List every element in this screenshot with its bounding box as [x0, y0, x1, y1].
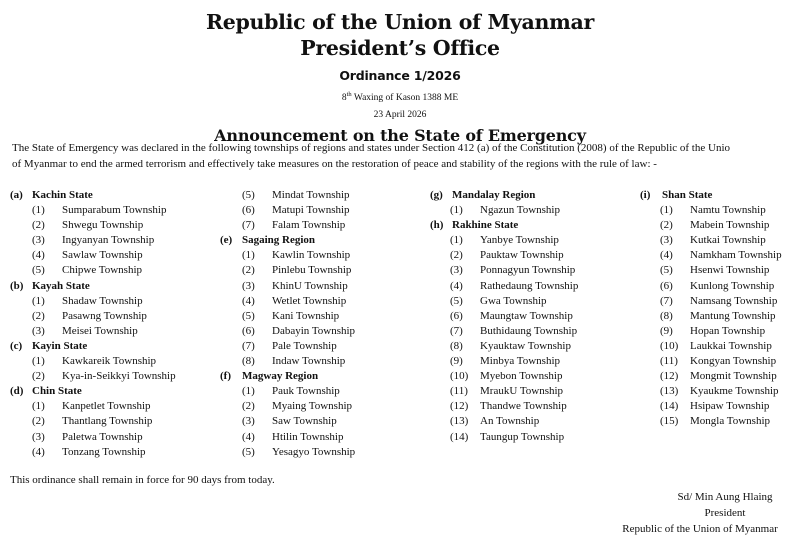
township-item [10, 263, 176, 278]
township-item [10, 218, 176, 233]
region-name: Kayin State [32, 339, 88, 352]
township-name: Mabein Township [690, 219, 770, 232]
township-number: (8) [450, 339, 463, 352]
township-item [220, 294, 355, 309]
township-name: Kongyan Township [690, 355, 777, 368]
region-heading [10, 279, 176, 294]
township-name: Myaing Township [272, 400, 353, 413]
township-name: Myebon Township [480, 370, 563, 383]
column-1 [10, 188, 176, 460]
township-item [10, 399, 176, 414]
region-letter: (i) [640, 189, 651, 201]
township-name: Pasawng Township [62, 309, 147, 322]
township-number: (6) [242, 204, 255, 217]
township-number: (10) [450, 370, 469, 383]
township-name: Buthidaung Township [480, 324, 578, 337]
township-name: MraukU Township [480, 385, 564, 398]
township-name: Thantlang Township [62, 415, 153, 428]
township-number: (7) [450, 324, 463, 337]
township-number: (1) [32, 400, 45, 413]
township-number: (1) [450, 234, 463, 247]
township-number: (1) [242, 385, 255, 398]
township-item [640, 324, 782, 339]
township-name: Kyauktaw Township [480, 339, 571, 352]
township-number: (7) [242, 339, 255, 352]
township-number: (6) [660, 279, 673, 292]
township-item [220, 248, 355, 263]
township-item [220, 384, 355, 399]
township-item [430, 399, 578, 414]
intro-paragraph [12, 140, 800, 172]
township-item [10, 414, 176, 429]
region-heading [10, 188, 176, 203]
township-name: Hsenwi Township [690, 264, 770, 277]
township-name: Minbya Township [480, 355, 561, 368]
township-number: (4) [660, 249, 673, 262]
date-ordinal: 8 [341, 93, 347, 104]
township-number: (13) [660, 385, 679, 398]
township-number: (3) [242, 415, 255, 428]
township-number: (4) [242, 430, 255, 443]
township-item [220, 354, 355, 369]
township-name: Ponnagyun Township [480, 264, 576, 277]
region-name: Magway Region [242, 370, 319, 383]
township-name: Namsang Township [690, 294, 778, 307]
township-name: Namkham Township [690, 249, 782, 262]
township-item [640, 384, 782, 399]
township-name: Mantung Township [690, 309, 776, 322]
township-number: (2) [242, 264, 255, 277]
township-name: Ngazun Township [480, 204, 560, 217]
township-number: (1) [660, 204, 673, 217]
region-letter: (g) [430, 189, 443, 201]
township-name: Tonzang Township [62, 445, 146, 458]
township-item [220, 218, 355, 233]
township-item [220, 203, 355, 218]
township-item [430, 309, 578, 324]
myanmar-date [0, 89, 800, 104]
township-number: (10) [660, 339, 679, 352]
township-name: Rathedaung Township [480, 279, 579, 292]
region-name: Kachin State [32, 189, 93, 201]
township-name: Hopan Township [690, 324, 766, 337]
township-number: (14) [450, 430, 469, 443]
township-number: (15) [660, 415, 679, 428]
township-name: Dabayin Township [272, 324, 356, 337]
township-number: (4) [32, 249, 45, 262]
township-item [220, 309, 355, 324]
township-name: Gwa Township [480, 294, 547, 307]
township-number: (2) [32, 309, 45, 322]
township-number: (2) [32, 370, 45, 383]
township-name: Mongla Township [690, 415, 771, 428]
township-item [430, 414, 578, 429]
region-letter: (f) [220, 370, 231, 383]
township-item [640, 294, 782, 309]
township-item [220, 414, 355, 429]
township-item [640, 414, 782, 429]
township-item [430, 430, 578, 445]
township-item [220, 324, 355, 339]
region-letter: (d) [10, 385, 24, 398]
township-number: (4) [450, 279, 463, 292]
region-heading [430, 188, 578, 203]
township-item [640, 218, 782, 233]
township-number: (7) [242, 219, 255, 232]
township-item [10, 294, 176, 309]
title-line-1: Republic of the Union of Myanmar [206, 10, 594, 34]
township-name: Htilin Township [272, 430, 344, 443]
township-number: (12) [450, 400, 469, 413]
township-item [220, 339, 355, 354]
region-heading [640, 188, 782, 203]
township-number: (6) [242, 324, 255, 337]
township-number: (1) [32, 204, 45, 217]
region-name: Shan State [662, 189, 713, 201]
township-item [640, 248, 782, 263]
date-ordinal-suffix: th [346, 91, 352, 98]
township-item [430, 324, 578, 339]
township-name: Thandwe Township [480, 400, 567, 413]
township-number: (3) [32, 430, 45, 443]
township-item [430, 248, 578, 263]
township-number: (1) [32, 355, 45, 368]
region-heading [220, 233, 355, 248]
township-item [10, 324, 176, 339]
signatory-position: President [704, 507, 746, 519]
region-name: Kayah State [32, 279, 90, 292]
township-item [640, 203, 782, 218]
signatory-name: Sd/ Min Aung Hlaing [677, 491, 773, 503]
township-item [220, 279, 355, 294]
township-item [430, 339, 578, 354]
township-name: Chipwe Township [62, 264, 143, 277]
township-name: Pale Township [272, 339, 337, 352]
region-heading [10, 384, 176, 399]
township-name: Paletwa Township [62, 430, 143, 443]
region-heading [220, 369, 355, 384]
ordinance-number: Ordinance 1/2026 [339, 68, 461, 83]
township-number: (4) [242, 294, 255, 307]
township-item [640, 369, 782, 384]
township-item [430, 263, 578, 278]
township-number: (8) [242, 355, 255, 368]
region-name: Mandalay Region [452, 189, 536, 201]
township-name: Sumparabum Township [62, 204, 167, 217]
township-item [430, 369, 578, 384]
township-name: Shwegu Township [62, 219, 144, 232]
township-number: (2) [32, 415, 45, 428]
township-item [220, 445, 355, 460]
announcement-heading: Announcement on the State of Emergency [214, 126, 586, 146]
title-line-2: President’s Office [300, 36, 500, 60]
township-name: An Township [480, 415, 540, 428]
township-number: (8) [660, 309, 673, 322]
township-number: (5) [242, 445, 255, 458]
region-letter: (h) [430, 219, 444, 232]
township-number: (6) [450, 309, 463, 322]
township-number: (11) [450, 385, 468, 398]
validity-note: This ordinance shall remain in force for 90 days from today. [10, 474, 275, 486]
township-number: (5) [242, 309, 255, 322]
township-number: (9) [450, 355, 463, 368]
region-letter: (c) [10, 339, 23, 352]
township-name: Shadaw Township [62, 294, 143, 307]
township-item [10, 309, 176, 324]
township-name: Laukkai Township [690, 339, 772, 352]
township-name: Mongmit Township [690, 370, 777, 383]
township-number: (3) [32, 234, 45, 247]
township-name: Pinlebu Township [272, 264, 352, 277]
township-number: (3) [32, 324, 45, 337]
township-name: Sawlaw Township [62, 249, 143, 262]
township-name: Yesagyo Township [272, 445, 356, 458]
township-name: Kawkareik Township [62, 355, 157, 368]
township-number: (1) [242, 249, 255, 262]
township-name: Namtu Township [690, 204, 766, 217]
region-heading [430, 218, 578, 233]
township-number: (13) [450, 415, 469, 428]
township-name: Matupi Township [272, 204, 350, 217]
gregorian-date: 23 April 2026 [373, 110, 427, 121]
township-item [10, 369, 176, 384]
township-number: (2) [660, 219, 673, 232]
township-item [640, 233, 782, 248]
township-number: (7) [660, 294, 673, 307]
region-name: Chin State [32, 385, 82, 398]
township-item [220, 430, 355, 445]
region-name: Sagaing Region [242, 234, 316, 247]
region-letter: (e) [220, 234, 233, 247]
signature-block [610, 489, 790, 537]
column-2 [220, 188, 355, 460]
township-number: (2) [450, 249, 463, 262]
township-name: Kani Township [272, 309, 340, 322]
township-item [430, 233, 578, 248]
township-item [430, 294, 578, 309]
township-name: Meisei Township [62, 324, 138, 337]
township-name: Kya-in-Seikkyi Township [62, 370, 176, 383]
township-item [10, 203, 176, 218]
township-name: Yanbye Township [480, 234, 559, 247]
township-name: Indaw Township [272, 355, 346, 368]
township-number: (11) [660, 355, 678, 368]
township-item [220, 399, 355, 414]
township-name: Kyaukme Township [690, 385, 779, 398]
township-name: Pauktaw Township [480, 249, 564, 262]
signatory-office: Republic of the Union of Myanmar [622, 523, 778, 535]
township-name: Saw Township [272, 415, 337, 428]
township-item [430, 384, 578, 399]
township-name: Kawlin Township [272, 249, 351, 262]
township-name: Falam Township [272, 219, 346, 232]
region-heading [10, 339, 176, 354]
township-name: Maungtaw Township [480, 309, 573, 322]
township-item [10, 354, 176, 369]
township-number: (5) [32, 264, 45, 277]
township-item [220, 263, 355, 278]
intro-line-1: The State of Emergency was declared in the following townships of regions and states under Section 412 (a) of the Constitution (2008) of the Republic of the Unio [12, 142, 730, 154]
township-item [430, 279, 578, 294]
township-name: Kunlong Township [690, 279, 775, 292]
township-number: (3) [242, 279, 255, 292]
township-item [640, 339, 782, 354]
township-item [640, 354, 782, 369]
township-number: (3) [660, 234, 673, 247]
township-number: (4) [32, 445, 45, 458]
region-letter: (b) [10, 279, 24, 292]
township-number: (3) [450, 264, 463, 277]
township-item [430, 354, 578, 369]
township-name: Kanpetlet Township [62, 400, 151, 413]
township-name: Taungup Township [480, 430, 565, 443]
township-item [640, 399, 782, 414]
township-number: (1) [32, 294, 45, 307]
intro-line-2: of Myanmar to end the armed terrorism and effectively take measures on the restoration of peace and stability of the regions with the rule of law: - [12, 158, 657, 170]
township-item [640, 263, 782, 278]
township-name: Pauk Township [272, 385, 340, 398]
township-name: Wetlet Township [272, 294, 347, 307]
township-number: (1) [450, 204, 463, 217]
document-header [0, 9, 800, 145]
column-3 [430, 188, 578, 445]
township-number: (5) [660, 264, 673, 277]
date-rest: Waxing of Kason 1388 ME [351, 93, 459, 104]
township-number: (2) [32, 219, 45, 232]
township-name: Ingyanyan Township [62, 234, 155, 247]
township-item [10, 445, 176, 460]
township-number: (5) [450, 294, 463, 307]
township-item [640, 279, 782, 294]
township-name: Kutkai Township [690, 234, 766, 247]
column-4 [640, 188, 782, 430]
township-item [220, 188, 355, 203]
region-name: Rakhine State [452, 219, 519, 232]
township-item [10, 233, 176, 248]
township-name: Hsipaw Township [690, 400, 770, 413]
township-item [430, 203, 578, 218]
township-item [10, 430, 176, 445]
region-letter: (a) [10, 189, 23, 201]
township-item [10, 248, 176, 263]
township-number: (12) [660, 370, 679, 383]
township-name: Mindat Township [272, 189, 350, 201]
township-number: (5) [242, 189, 255, 201]
township-number: (9) [660, 324, 673, 337]
township-name: KhinU Township [272, 279, 348, 292]
township-number: (14) [660, 400, 679, 413]
township-item [640, 309, 782, 324]
township-number: (2) [242, 400, 255, 413]
